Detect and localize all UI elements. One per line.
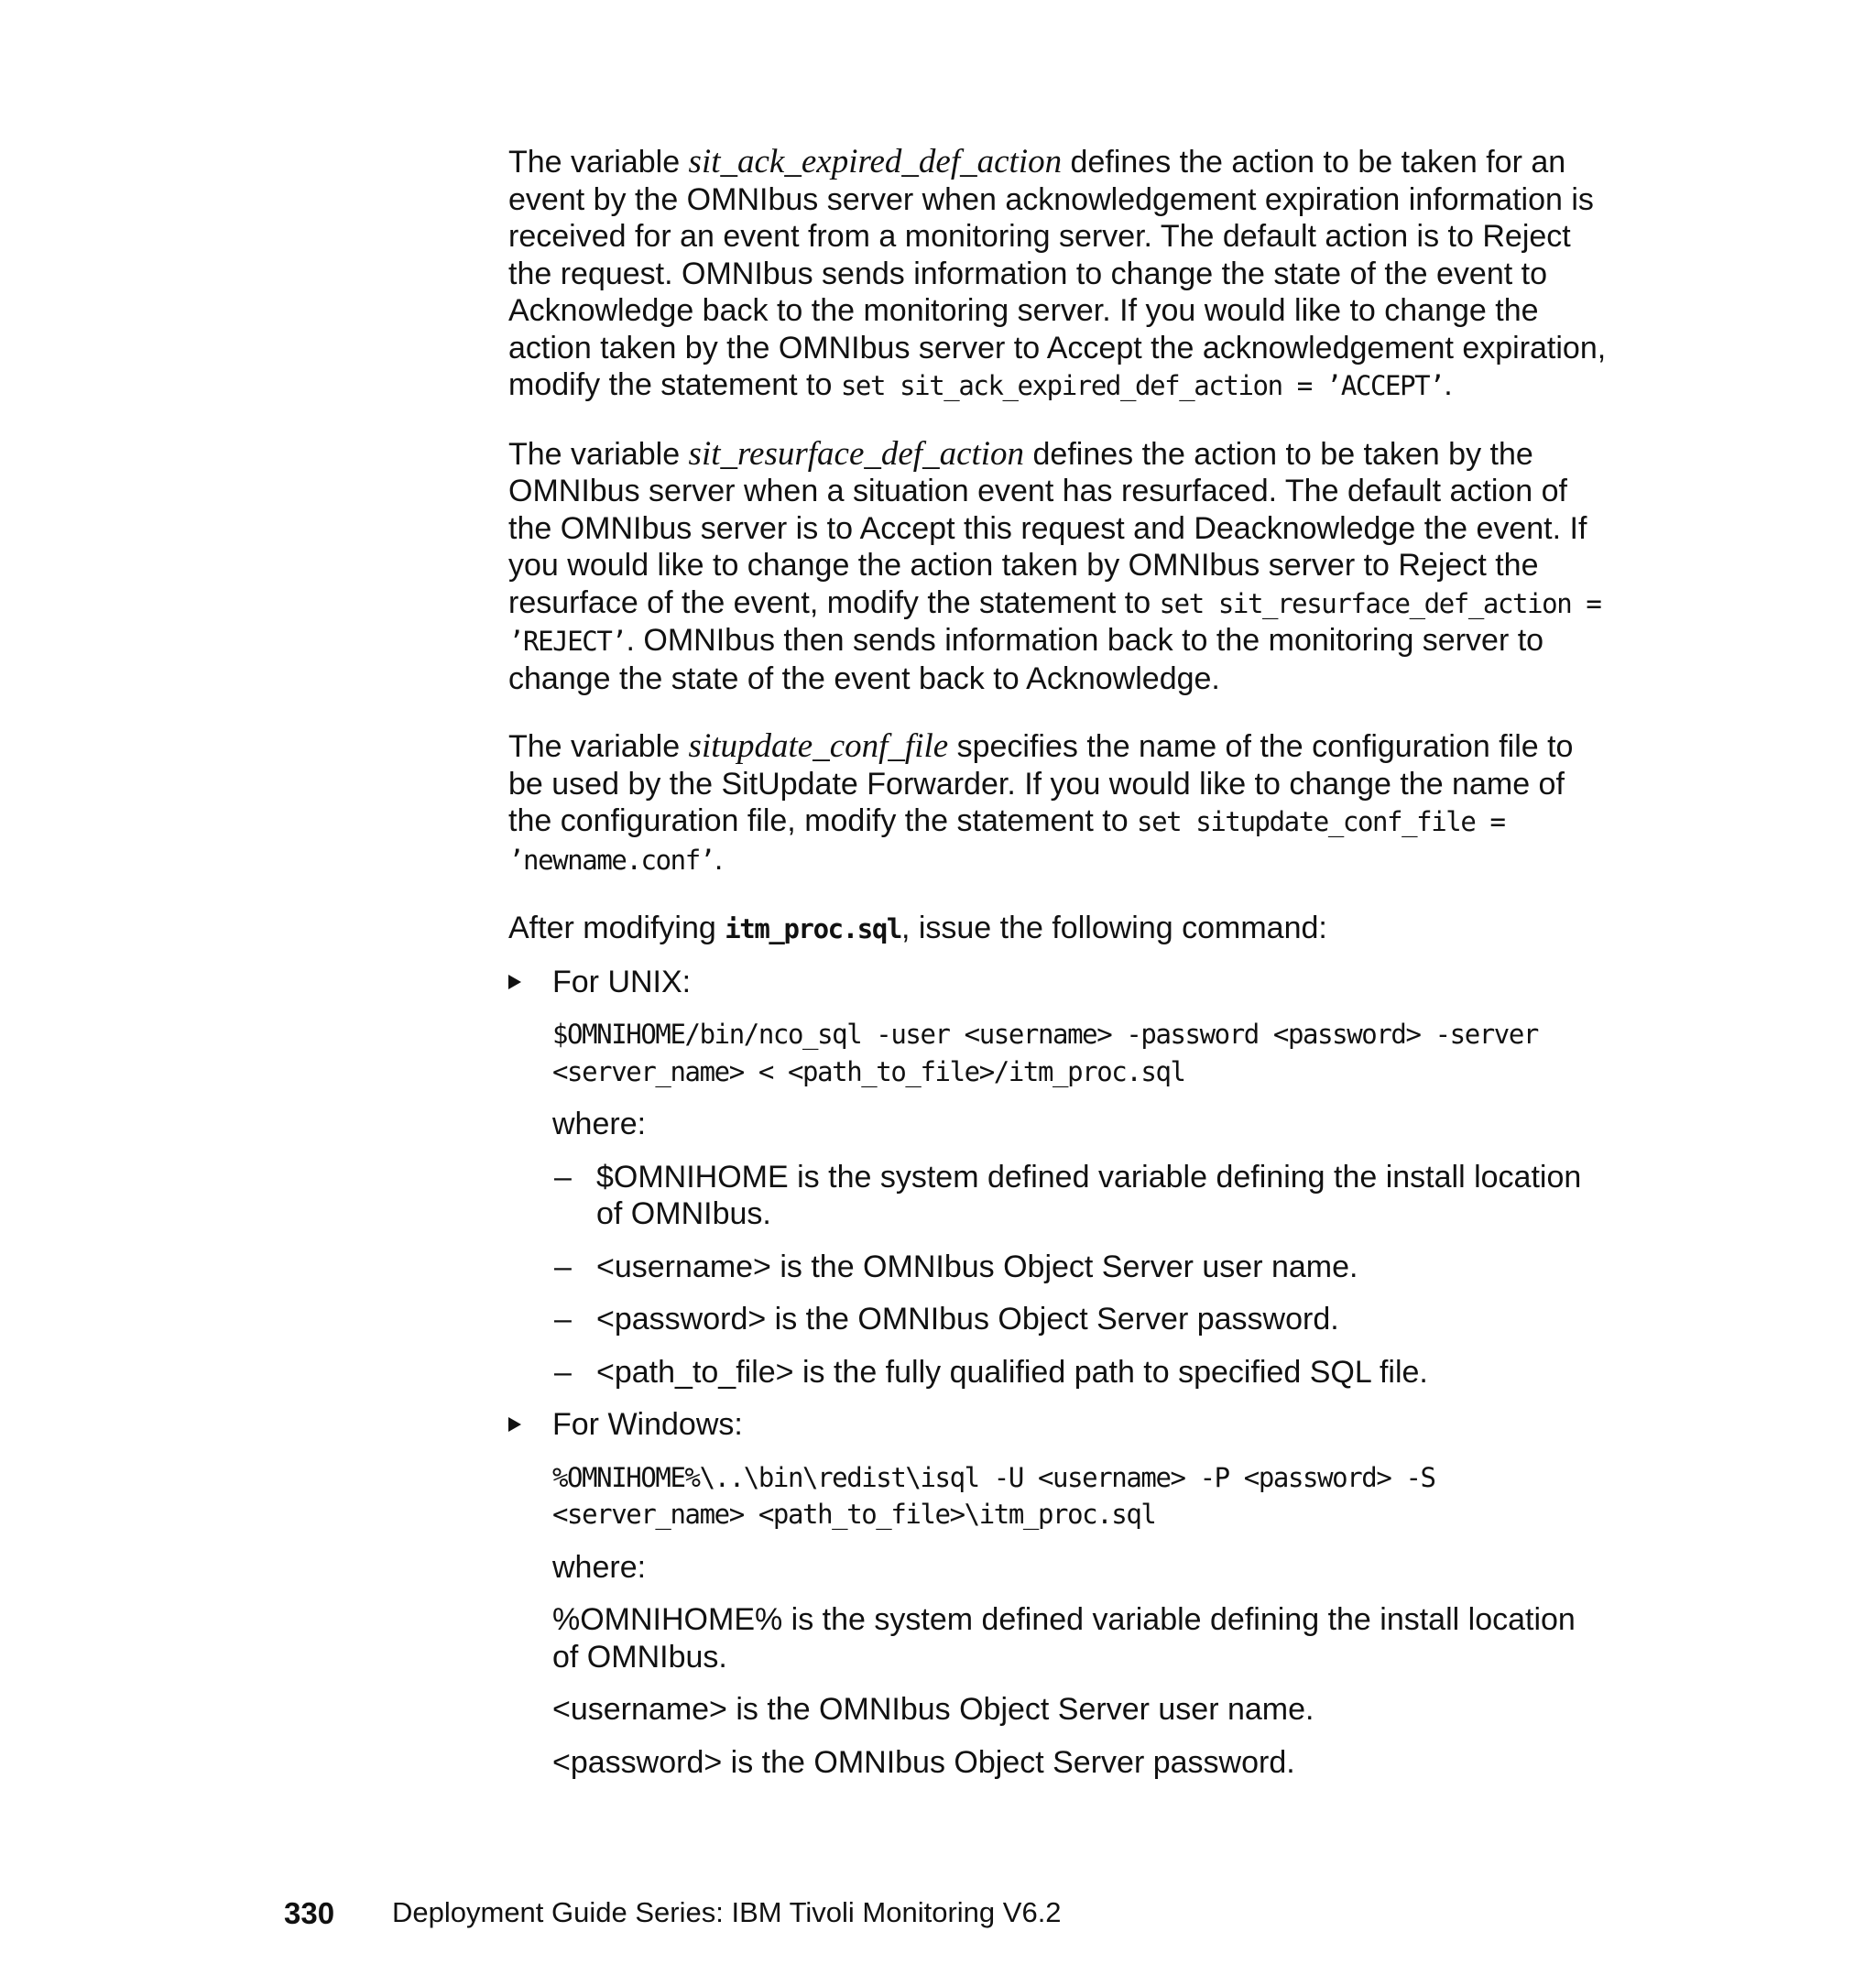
file-name: itm_proc.sql xyxy=(725,913,901,944)
code-line: $OMNIHOME/bin/nco_sql -user <username> -password <password> -server xyxy=(552,1019,1538,1050)
inline-code: set situpdate_conf_file = ’newname.conf’ xyxy=(508,806,1505,876)
unix-command xyxy=(508,1016,1608,1090)
list-item: – <path_to_file> is the fully qualified path to specified SQL file. xyxy=(554,1354,1428,1390)
page-body xyxy=(508,144,1608,1781)
inline-code: set sit_resurface_def_action = ’REJECT’ xyxy=(508,587,1601,657)
code-line: %OMNIHOME%\..\bin\redist\isql -U <username> -P <password> -S xyxy=(552,1461,1435,1493)
inline-code: set sit_ack_expired_def_action = ’ACCEPT’ xyxy=(840,370,1445,401)
page-number: 330 xyxy=(284,1896,335,1930)
list-item: %OMNIHOME% is the system defined variable defining the install location of OMNIbus. xyxy=(552,1602,1576,1675)
code-line: <server_name> <path_to_file>\itm_proc.sql xyxy=(552,1499,1156,1530)
bullet-windows: For Windows: xyxy=(508,1406,1608,1444)
book-title: Deployment Guide Series: IBM Tivoli Monitoring V6.2 xyxy=(392,1896,1062,1928)
paragraph-after-modifying: After modifying itm_proc.sql, issue the following command: xyxy=(508,911,1327,945)
variable-name: sit_resurface_def_action xyxy=(688,434,1025,473)
list-item: – <username> is the OMNIbus Object Server user name. xyxy=(554,1249,1358,1284)
list-item: <username> is the OMNIbus Object Server user name. xyxy=(552,1692,1314,1727)
variable-name: situpdate_conf_file xyxy=(688,727,949,765)
dash-marker: – xyxy=(554,1159,572,1195)
list-item: – $OMNIHOME is the system defined variable defining the install location of OMNIbus. xyxy=(554,1159,1582,1231)
dash-marker: – xyxy=(554,1249,572,1284)
dash-marker: – xyxy=(554,1354,572,1390)
unix-where: where: xyxy=(552,1107,647,1141)
triangle-bullet-icon xyxy=(508,975,521,989)
paragraph-sit-resurface: The variable sit_resurface_def_action defines the action to be taken by the OMNIbus server when a situation event has resurfaced. The default action of the OMNIbus server is to Accept this request and Deacknowledge the event. If you would like to change the action taken by OMNIbus server to Reject the resurface of the event, modify the statement to set sit_resurface_def_action = ’REJECT’. OMNIbus then sends information back to the monitoring server to change the state of the event back to Acknowledge. xyxy=(508,434,1601,696)
paragraph-situpdate-conf: The variable situpdate_conf_file specifies the name of the configuration file to be used by the SitUpdate Forwarder. If you would like to change the name of the configuration file, modify the statement to set situpdate_conf_file = ’newname.conf’. xyxy=(508,727,1574,877)
list-item: <password> is the OMNIbus Object Server password. xyxy=(552,1744,1295,1780)
list-item: – <password> is the OMNIbus Object Server password. xyxy=(554,1302,1339,1337)
windows-where: where: xyxy=(552,1549,647,1585)
triangle-bullet-icon xyxy=(508,1417,521,1432)
windows-command xyxy=(508,1459,1608,1533)
bullet-unix: For UNIX: xyxy=(508,964,1608,1001)
dash-marker: – xyxy=(554,1302,572,1337)
code-line: <server_name> < <path_to_file>/itm_proc.sql xyxy=(552,1055,1185,1087)
variable-name: sit_ack_expired_def_action xyxy=(688,143,1063,180)
paragraph-sit-ack-expired: The variable sit_ack_expired_def_action defines the action to be taken for an event by the OMNIbus server when acknowledgement expiration information is received for an event from a monitoring server. The default action is to Reject the request. OMNIbus sends information to change the state of the event to Acknowledge back to the monitoring server. If you would like to change the action taken by the OMNIbus server to Accept the acknowledgement expiration, modify the statement to set sit_ack_expired_def_action = ’ACCEPT’. xyxy=(508,143,1607,402)
